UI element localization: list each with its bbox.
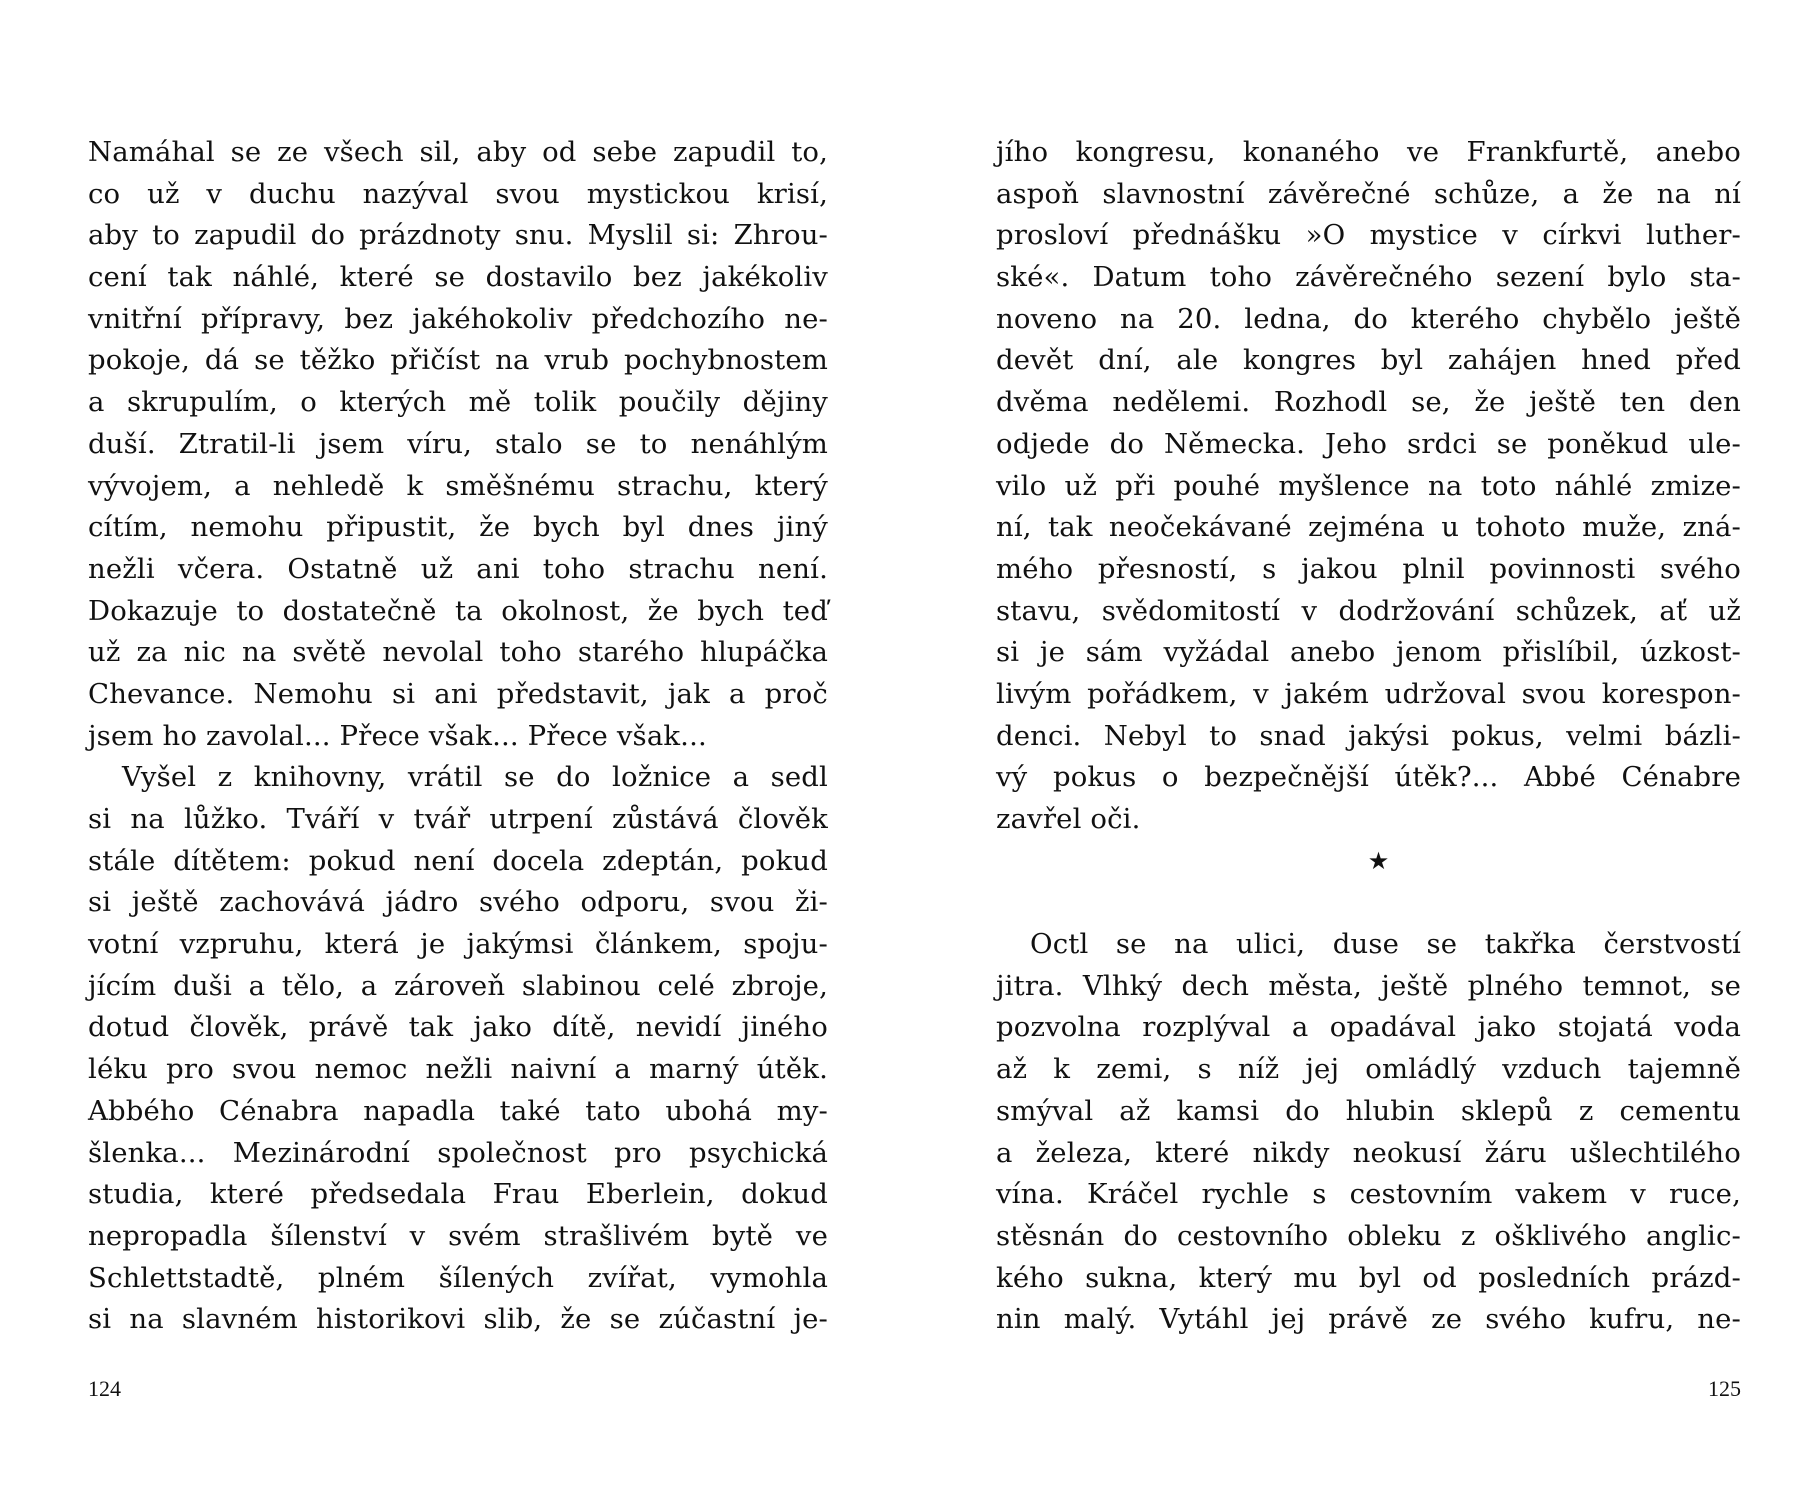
text-line: vý pokus o bezpečnější útěk?... Abbé Cénabre xyxy=(996,761,1741,794)
text-line: dvěma nedělemi. Rozhodl se, že ještě ten den xyxy=(996,386,1741,419)
text-line: už za nic na světě nevolal toho starého hlupáčka xyxy=(88,636,828,669)
text-line: aby to zapudil do prázdnoty snu. Myslil si: Zhrou- xyxy=(88,219,828,252)
text-line: nežli včera. Ostatně už ani toho strachu není. xyxy=(88,552,828,585)
text-line: mého přesností, s jakou plnil povinnosti svého xyxy=(996,552,1741,585)
text-line: vilo už při pouhé myšlence na toto náhlé zmize- xyxy=(996,469,1741,502)
text-line: devět dní, ale kongres byl zahájen hned před xyxy=(996,344,1741,377)
text-line: nepropadla šílenství v svém strašlivém bytě ve xyxy=(88,1219,828,1252)
text-line: prosloví přednášku »O mystice v církvi luther- xyxy=(996,219,1741,252)
text-line: jícím duši a tělo, a zároveň slabinou celé zbroje, xyxy=(88,969,828,1002)
text-line: noveno na 20. ledna, do kterého chybělo ještě xyxy=(996,302,1741,335)
text-line: aspoň slavnostní závěrečné schůze, a že na ní xyxy=(996,177,1741,210)
text-line: a skrupulím, o kterých mě tolik poučily dějiny xyxy=(88,386,828,419)
text-line: cení tak náhlé, které se dostavilo bez jakékoliv xyxy=(88,261,828,294)
text-line: stěsnán do cestovního obleku z ošklivého anglic- xyxy=(996,1219,1741,1252)
text-line: léku pro svou nemoc nežli naivní a marný útěk. xyxy=(88,1053,828,1086)
left-page-number: 124 xyxy=(88,1376,121,1401)
text-line: Chevance. Nemohu si ani představit, jak a proč xyxy=(88,677,828,710)
right-page-text xyxy=(996,132,1741,1341)
text-line: jsem ho zavolal... Přece však... Přece však... xyxy=(88,719,707,752)
left-page-text xyxy=(88,132,828,1341)
text-line: jího kongresu, konaného ve Frankfurtě, anebo xyxy=(996,136,1741,168)
text-line: si na lůžko. Tváří v tvář utrpení zůstává člověk xyxy=(88,803,828,835)
text-line: pokoje, dá se těžko přičíst na vrub pochybnostem xyxy=(88,344,828,377)
text-line: kého sukna, který mu byl od posledních prázd- xyxy=(996,1261,1741,1294)
text-line: si je sám vyžádal anebo jenom přislíbil, úzkost- xyxy=(996,636,1741,669)
text-line: vína. Kráčel rychle s cestovním vakem v ruce, xyxy=(996,1178,1741,1211)
text-line: až k zemi, s níž jej omládlý vzduch tajemně xyxy=(996,1053,1741,1086)
section-break-star-icon: ★ xyxy=(1367,846,1390,875)
text-line: Abbého Cénabra napadla také tato ubohá my- xyxy=(88,1094,828,1127)
text-line: si na slavném historikovi slib, že se zúčastní je- xyxy=(88,1303,828,1336)
text-line: co už v duchu nazýval svou mystickou krisí, xyxy=(88,177,828,210)
text-line: Namáhal se ze všech sil, aby od sebe zapudil to, xyxy=(88,136,828,168)
text-line: šlenka... Mezinárodní společnost pro psychická xyxy=(88,1136,828,1169)
text-line: vývojem, a nehledě k směšnému strachu, který xyxy=(88,469,828,502)
right-page xyxy=(906,0,1812,1500)
text-line: votní vzpruhu, která je jakýmsi článkem, spoju- xyxy=(88,928,828,961)
text-line: odjede do Německa. Jeho srdci se poněkud ule- xyxy=(996,427,1741,460)
text-line: si ještě zachovává jádro svého odporu, svou ži- xyxy=(88,886,828,919)
right-page-number: 125 xyxy=(1708,1376,1741,1401)
text-line: a železa, které nikdy neokusí žáru ušlechtilého xyxy=(996,1136,1741,1169)
text-line: denci. Nebyl to snad jakýsi pokus, velmi bázli- xyxy=(996,719,1741,752)
text-line: Octl se na ulici, duse se takřka čerstvostí xyxy=(1030,928,1741,961)
text-line: vnitřní přípravy, bez jakéhokoliv předchozího ne- xyxy=(88,302,828,335)
text-line: smýval až kamsi do hlubin sklepů z cementu xyxy=(996,1094,1741,1127)
text-line: stále dítětem: pokud není docela zdeptán, pokud xyxy=(88,844,828,877)
text-line: nin malý. Vytáhl jej právě ze svého kufru, ne- xyxy=(996,1303,1741,1336)
text-line: stavu, svědomitostí v dodržování schůzek, ať už xyxy=(996,594,1741,627)
text-line: Vyšel z knihovny, vrátil se do ložnice a sedl xyxy=(122,761,828,794)
text-line: livým pořádkem, v jakém udržoval svou korespon- xyxy=(996,677,1741,710)
text-line: duší. Ztratil-li jsem víru, stalo se to nenáhlým xyxy=(88,427,828,460)
text-line: Dokazuje to dostatečně ta okolnost, že bych teď xyxy=(88,594,828,627)
text-line: ní, tak neočekávané zejména u tohoto muže, zná- xyxy=(996,511,1741,544)
text-line: dotud člověk, právě tak jako dítě, nevidí jiného xyxy=(88,1011,828,1044)
section-gap xyxy=(996,882,1741,924)
text-line: studia, které předsedala Frau Eberlein, dokud xyxy=(88,1178,828,1211)
text-line: pozvolna rozplýval a opadával jako stojatá voda xyxy=(996,1011,1741,1044)
text-line: ské«. Datum toho závěrečného sezení bylo sta- xyxy=(996,261,1741,294)
text-line: zavřel oči. xyxy=(996,803,1141,835)
text-line: Schlettstadtě, plném šílených zvířat, vymohla xyxy=(88,1261,828,1294)
text-line: jitra. Vlhký dech města, ještě plného temnot, se xyxy=(996,969,1741,1002)
text-line: cítím, nemohu připustit, že bych byl dnes jiný xyxy=(88,511,828,544)
